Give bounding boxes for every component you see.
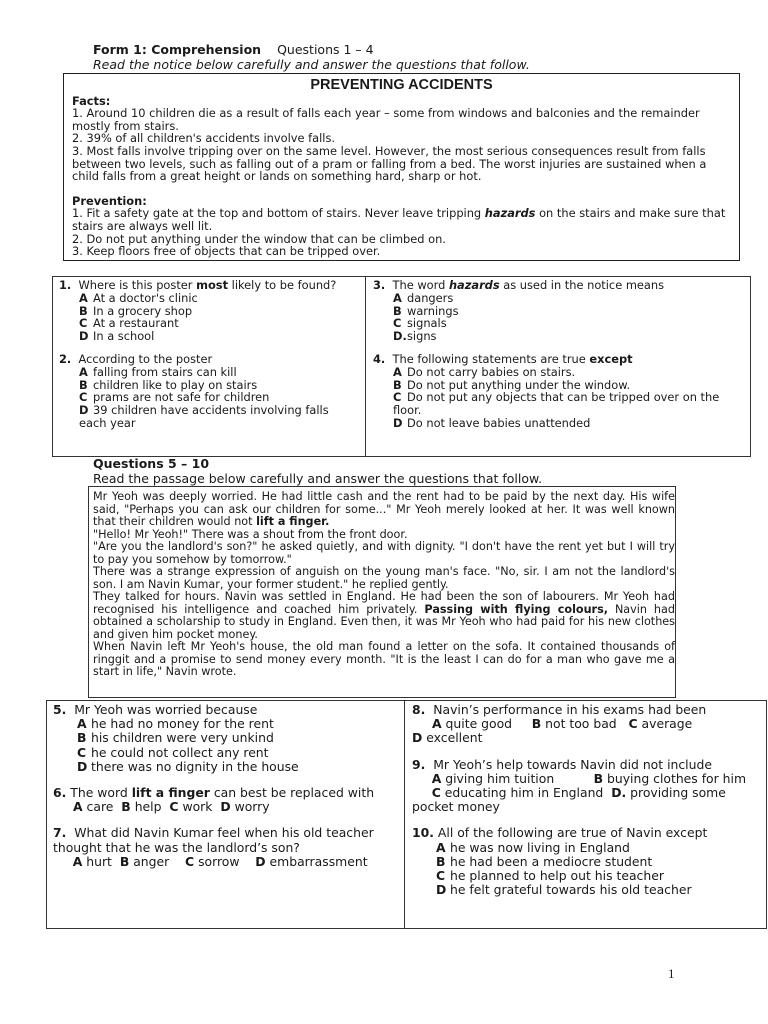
option: C he planned to help out his teacher — [436, 868, 664, 884]
option: C prams are not safe for children — [79, 390, 270, 405]
option: D excellent — [412, 730, 483, 746]
option-row: A giving him tuition B buying clothes for him — [431, 770, 747, 786]
passage-paragraph: Mr Yeoh was deeply worried. He had little cash and the rent had to be paid by the next day. His wife said, "Perhaps you can ask our children for some..." Mr Yeoh merely looked at her. It was well known that their children would not lift a finger. — [93, 490, 675, 528]
option: D Do not leave babies unattended — [393, 415, 591, 430]
option: C Do not put any objects that can be tripped over on the floor. — [393, 390, 720, 418]
section-2-instruction: Read the passage below carefully and answer the questions that follow. — [93, 471, 543, 486]
option: A falling from stairs can kill — [79, 364, 237, 379]
passage-paragraph: When Navin left Mr Yeoh's house, the old man found a letter on the sofa. It contained thousands of ringgit and a promise to send money every month. "It is the least I can do for a man who gave me a start in life," Navin wrote. — [93, 640, 675, 678]
passage-paragraph: There was a strange expression of anguish on the young man's face. "No, sir. I am not the landlord's son. I am Navin Kumar, your former student." he replied gently. — [93, 565, 675, 591]
fact-item: 3. Most falls involve tripping over on the same level. However, the most serious consequences result from falls between two levels, such as falling out of a pram or falling from a bed. The worst injuries are sustained when a child falls from a great height or lands on something hard, sharp or hot. — [72, 143, 707, 184]
fact-item: 2. 39% of all children's accidents involve falls. — [72, 131, 335, 146]
prevention-item: 3. Keep floors free of objects that can be tripped over. — [72, 244, 381, 259]
section-2-title: Questions 5 – 10 — [93, 456, 210, 471]
prevention-label: Prevention: — [72, 193, 147, 208]
option-row: C educating him in England D. providing some pocket money — [412, 785, 726, 815]
option: D 39 children have accidents involving falls each year — [79, 403, 329, 430]
option: D In a school — [79, 329, 155, 344]
prevention-item: 2. Do not put anything under the window that can be climbed on. — [72, 231, 446, 246]
option-row: A care B help C work D worry — [73, 799, 270, 815]
form-title: Form 1: Comprehension — [93, 42, 262, 57]
option: B In a grocery shop — [79, 303, 193, 318]
option: C At a restaurant — [79, 316, 179, 331]
option: A he was now living in England — [436, 839, 630, 855]
fact-item: 1. Around 10 children die as a result of falls each year – some from windows and balconies and the remainder mostly from stairs. — [72, 106, 700, 133]
passage-paragraph: They talked for hours. Navin was settled in England. He had been the son of labourers. Mr Yeoh had recognised his intelligence and coached him privately. Passing with flying colours, Navin had obtained a scholarship to study in England. Even then, it was Mr Yeoh who had paid for his new clothes and given him pocket money. — [93, 590, 675, 641]
passage-paragraph: "Hello! Mr Yeoh!" There was a shout from the front door. — [93, 527, 408, 541]
notice-title: PREVENTING ACCIDENTS — [310, 77, 493, 93]
option: D there was no dignity in the house — [77, 758, 299, 774]
question-3: 3. The word hazards as used in the notice means A dangers B warnings C signals D.signs — [373, 279, 744, 343]
question-10: 10. All of the following are true of Navin except A he was now living in England B he had been a mediocre student C he planned to help out his teacher D he felt grateful towards his old teacher — [412, 826, 760, 897]
option: B he had been a mediocre student — [436, 853, 653, 869]
passage-paragraph: "Are you the landlord's son?" he asked quietly, and with dignity. "I don't have the rent yet but I will try to pay you somehow by tomorrow." — [93, 540, 675, 566]
option: D.signs — [393, 329, 437, 344]
option: B his children were very unkind — [77, 730, 274, 746]
section-2-header — [93, 456, 542, 486]
question-2: 2. According to the poster A falling from stairs can kill B children like to play on stairs C prams are not safe for children D 39 children have accidents involving falls each year — [59, 353, 357, 430]
option-row: A hurt B anger C sorrow D embarrassment — [72, 853, 368, 869]
page-number: 1 — [668, 966, 675, 981]
option-row: A quite good B not too bad C average — [432, 716, 693, 732]
question-range: Questions 1 – 4 — [277, 42, 374, 57]
option: A dangers — [393, 290, 454, 305]
option: D he felt grateful towards his old teacher — [436, 882, 692, 898]
instruction: Read the notice below carefully and answer the questions that follow. — [93, 57, 530, 72]
prevention-item: 1. Fit a safety gate at the top and bottom of stairs. Never leave tripping hazards on the stairs and make sure that stairs are always well lit. — [72, 206, 726, 233]
question-4: 4. The following statements are true except A Do not carry babies on stairs. B Do not put anything under the window. C Do not put any objects that can be tripped over on the floor. D Do not leave babies unattended — [373, 353, 744, 430]
option: A he had no money for the rent — [77, 716, 274, 732]
questions-1-4-box — [52, 276, 751, 457]
questions-5-10-box — [46, 700, 767, 929]
passage-box — [88, 486, 676, 698]
question-6: 6. The word lift a finger can best be replaced with A care B help C work D worry — [53, 786, 397, 814]
question-8: 8. Navin’s performance in his exams had been A quite good B not too bad C average D excellent — [412, 703, 760, 746]
option: C signals — [393, 316, 447, 331]
question-5: 5. Mr Yeoh was worried because A he had no money for the rent B his children were very unkind C he could not collect any rent D there was no dignity in the house — [53, 703, 397, 774]
notice-box — [63, 73, 740, 261]
option: C he could not collect any rent — [77, 744, 269, 760]
facts-label: Facts: — [72, 93, 111, 108]
option: A Do not carry babies on stairs. — [393, 364, 576, 379]
question-7: 7. What did Navin Kumar feel when his old teacher thought that he was the landlord’s son? A hurt B anger C sorrow D embarrassment — [53, 826, 397, 869]
option: B warnings — [393, 303, 459, 318]
option: B Do not put anything under the window. — [393, 377, 631, 392]
section-header — [93, 42, 530, 72]
option: A At a doctor's clinic — [79, 290, 198, 305]
question-1: 1. Where is this poster most likely to be found? A At a doctor's clinic B In a grocery shop C At a restaurant D In a school — [59, 279, 357, 343]
question-9: 9. Mr Yeoh’s help towards Navin did not include A giving him tuition B buying clothes for him C educating him in England D. providing some pocket money — [412, 758, 760, 815]
option: B children like to play on stairs — [79, 377, 258, 392]
